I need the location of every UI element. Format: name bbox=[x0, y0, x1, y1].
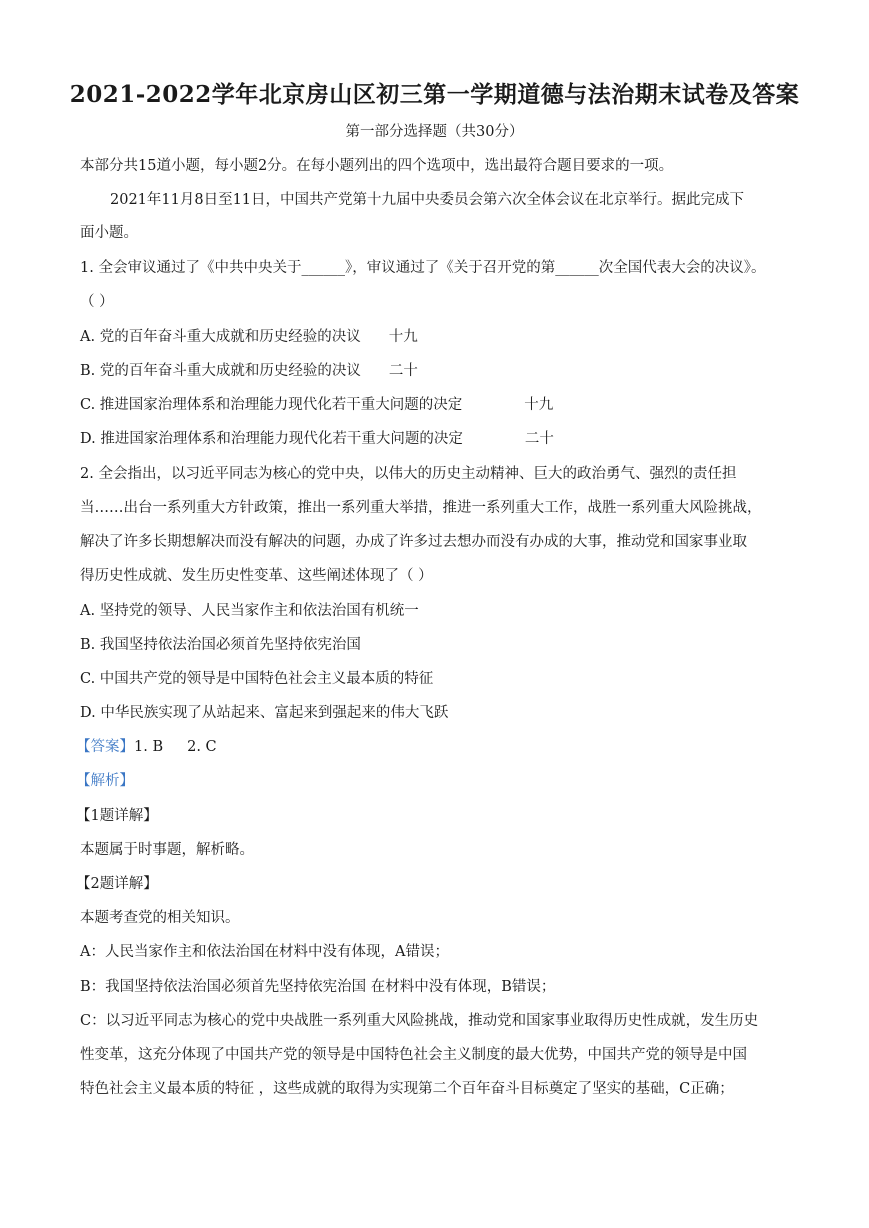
document-title: 2021-2022学年北京房山区初三第一学期道德与法治期末试卷及答案 bbox=[69, 81, 800, 108]
q2-option-a: A. 坚持党的领导、人民当家作主和依法治国有机统一 bbox=[80, 603, 419, 619]
q1-stem: 1. 全会审议通过了《中共中央关于______》，审议通过了《关于召开党的第______次全国代表大会的决议》。 bbox=[80, 260, 766, 276]
q2-stem-line-4: 得历史性成就、发生历史性变革、这些阐述体现了（ ） bbox=[80, 568, 433, 584]
q1-option-b bbox=[80, 359, 418, 380]
q1-option-a bbox=[80, 325, 418, 346]
q2-stem-line-1: 2. 全会指出，以习近平同志为核心的党中央，以伟大的历史主动精神、巨大的政治勇气、强烈的责任担 bbox=[80, 466, 737, 482]
q2-stem-line-2: 当……出台一系列重大方针政策，推出一系列重大举措，推进一系列重大工作，战胜一系列重大风险挑战， bbox=[80, 500, 762, 516]
detail-1-text: 本题属于时事题，解析略。 bbox=[80, 842, 254, 858]
answer-1: 1. B bbox=[134, 739, 164, 755]
detail-2-line-1: 本题考查党的相关知识。 bbox=[80, 910, 240, 926]
detail-2-line-4: C：以习近平同志为核心的党中央战胜一系列重大风险挑战，推动党和国家事业取得历史性成就，发生历史 bbox=[80, 1013, 759, 1029]
q1-option-b-answer: 二十 bbox=[388, 363, 418, 379]
instructions: 本部分共15道小题，每小题2分。在每小题列出的四个选项中，选出最符合题目要求的一项。 bbox=[80, 158, 674, 174]
detail-2-line-3: B：我国坚持依法治国必须首先坚持依宪治国 在材料中没有体现，B错误； bbox=[80, 979, 556, 995]
section-header: 第一部分选择题（共30分） bbox=[345, 124, 524, 140]
answer-2: 2. C bbox=[187, 739, 217, 755]
q2-option-b: B. 我国坚持依法治国必须首先坚持依宪治国 bbox=[80, 637, 361, 653]
context-line-2: 面小题。 bbox=[80, 225, 138, 241]
detail-1-label: 【1题详解】 bbox=[76, 808, 158, 824]
context-line-1: 2021年11月8日至11日，中国共产党第十九届中央委员会第六次全体会议在北京举行。据此完成下 bbox=[110, 192, 745, 208]
q1-option-d bbox=[80, 427, 554, 448]
answer-line bbox=[76, 735, 217, 756]
q2-stem-line-3: 解决了许多长期想解决而没有解决的问题，办成了许多过去想办而没有办成的大事，推动党和国家事业取 bbox=[80, 534, 747, 550]
detail-2-line-2: A：人民当家作主和依法治国在材料中没有体现，A错误； bbox=[80, 944, 449, 960]
q1-option-d-text: D. 推进国家治理体系和治理能力现代化若干重大问题的决定 bbox=[80, 431, 463, 447]
q1-option-b-text: B. 党的百年奋斗重大成就和历史经验的决议 bbox=[80, 363, 361, 379]
q1-bracket: （ ） bbox=[80, 294, 114, 310]
answer-label: 【答案】 bbox=[76, 739, 134, 755]
q1-option-c-answer: 十九 bbox=[524, 397, 554, 413]
q1-option-c-text: C. 推进国家治理体系和治理能力现代化若干重大问题的决定 bbox=[80, 397, 463, 413]
q2-option-d: D. 中华民族实现了从站起来、富起来到强起来的伟大飞跃 bbox=[80, 705, 449, 721]
detail-2-label: 【2题详解】 bbox=[76, 876, 158, 892]
analysis-label: 【解析】 bbox=[76, 773, 134, 789]
q1-option-d-answer: 二十 bbox=[524, 431, 554, 447]
q1-option-a-text: A. 党的百年奋斗重大成就和历史经验的决议 bbox=[80, 329, 361, 345]
detail-2-line-5: 性变革，这充分体现了中国共产党的领导是中国特色社会主义制度的最大优势，中国共产党的领导是中国 bbox=[80, 1047, 747, 1063]
detail-2-line-6: 特色社会主义最本质的特征 ，这些成就的取得为实现第二个百年奋斗目标奠定了坚实的基础，C正确； bbox=[80, 1081, 734, 1097]
q1-option-c bbox=[80, 393, 553, 414]
q1-option-a-answer: 十九 bbox=[388, 329, 418, 345]
q2-option-c: C. 中国共产党的领导是中国特色社会主义最本质的特征 bbox=[80, 671, 434, 687]
